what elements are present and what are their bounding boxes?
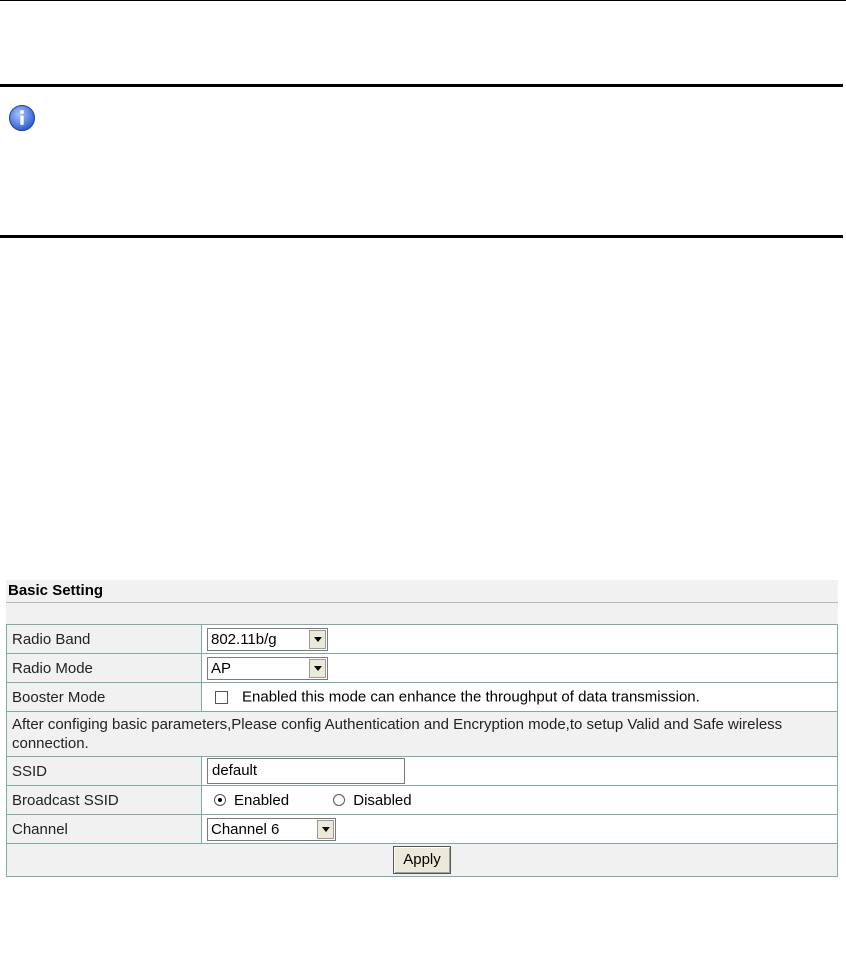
channel-select[interactable] [207, 818, 336, 841]
row-radio-mode [7, 654, 838, 683]
row-channel [7, 815, 838, 844]
config-note: After configing basic parameters,Please config Authentication and Encryption mode,to setup Valid and Safe wireless connection. [7, 712, 838, 757]
row-apply [7, 844, 838, 877]
ssid-input[interactable]: default [207, 758, 405, 784]
radio-mode-value: AP [211, 659, 232, 677]
apply-button[interactable]: Apply [393, 846, 451, 874]
radio-band-value: 802.11b/g [211, 630, 277, 648]
note-bottom-rule [0, 235, 843, 238]
chevron-down-icon[interactable] [317, 820, 334, 839]
row-booster-mode [7, 683, 838, 712]
radio-band-label: Radio Band [7, 625, 202, 654]
ssid-label: SSID [7, 757, 202, 786]
broadcast-disabled-label: Disabled [353, 791, 412, 809]
broadcast-ssid-label: Broadcast SSID [7, 786, 202, 815]
basic-setting-panel [6, 580, 838, 877]
row-note [7, 712, 838, 757]
panel-spacer [6, 603, 838, 624]
radio-mode-label: Radio Mode [7, 654, 202, 683]
settings-table [6, 624, 838, 877]
radio-band-select[interactable] [207, 628, 328, 651]
channel-value: Channel 6 [211, 820, 280, 838]
broadcast-enabled-label: Enabled [234, 791, 290, 809]
top-rule [0, 0, 846, 1]
row-radio-band [7, 625, 838, 654]
chevron-down-icon[interactable] [309, 630, 326, 649]
channel-label: Channel [7, 815, 202, 844]
booster-mode-description: Enabled this mode can enhance the throughput of data transmission. [242, 688, 700, 706]
broadcast-disabled-radio[interactable] [333, 794, 345, 806]
info-icon [8, 104, 36, 132]
row-ssid [7, 757, 838, 786]
radio-mode-select[interactable] [207, 657, 328, 680]
note-top-rule [0, 84, 843, 87]
chevron-down-icon[interactable] [309, 659, 326, 678]
booster-mode-label: Booster Mode [7, 683, 202, 712]
broadcast-enabled-radio[interactable] [214, 794, 226, 806]
panel-title: Basic Setting [6, 580, 838, 603]
booster-mode-checkbox[interactable] [215, 691, 228, 704]
row-broadcast-ssid [7, 786, 838, 815]
